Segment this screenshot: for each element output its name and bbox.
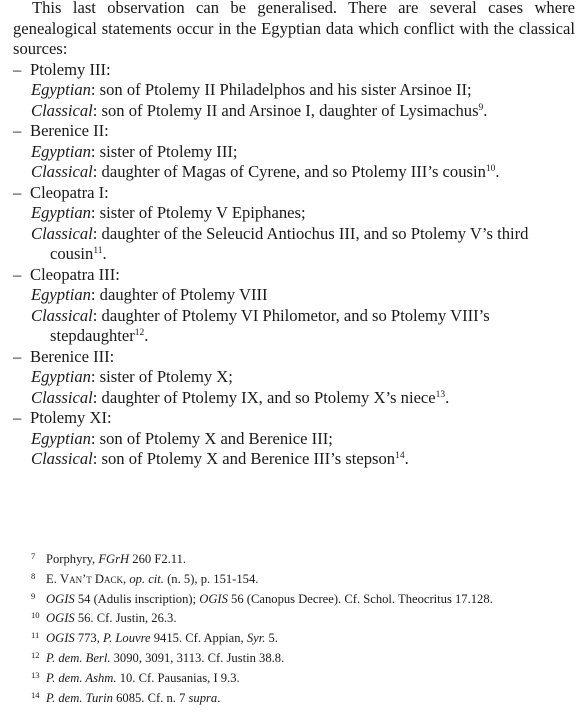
list-item	[13, 121, 575, 183]
egyptian-statement: Egyptian: son of Ptolemy II Philadelphos and his sister Arsinoe II;	[31, 80, 472, 99]
genealogy-list	[13, 60, 575, 470]
footnote-ref[interactable]: 10	[485, 164, 496, 174]
entry-name: – Cleopatra I:	[13, 182, 109, 202]
entry-name: – Ptolemy III:	[13, 59, 111, 79]
egyptian-statement: Egyptian: daughter of Ptolemy VIII	[31, 285, 268, 304]
classical-statement: Classical: daughter of the Seleucid Antiochus III, and so Ptolemy V’s third cousin$^{11}$.	[31, 223, 529, 263]
entry-name: – Berenice III:	[13, 346, 115, 366]
footnote: 13 P. dem. Ashm. 10. Cf. Pausanias, I 9.3.	[31, 669, 240, 685]
dash-bullet: –	[13, 182, 22, 202]
footnote-ref[interactable]: 14	[395, 451, 405, 461]
egyptian-statement: Egyptian: sister of Ptolemy III;	[31, 141, 238, 161]
list-item	[13, 265, 575, 347]
footnote: 14 P. dem. Turin 6085. Cf. n. 7 supra.	[31, 689, 221, 705]
footnote-ref[interactable]: 9	[478, 102, 484, 113]
footnote-ref[interactable]: 11	[93, 246, 103, 256]
entry-name: – Berenice II:	[13, 121, 109, 140]
egyptian-statement: Egyptian: son of Ptolemy X and Berenice III;	[31, 428, 333, 448]
classical-statement: Classical: son of Ptolemy II and Arsinoe I, daughter of Lysimachus$^9$.	[31, 100, 488, 120]
entry-name: – Cleopatra III:	[13, 264, 120, 284]
footnote: 11 OGIS 773, P. Louvre 9415. Cf. Appian, Syr. 5.	[31, 630, 278, 646]
intro-paragraph: This last observation can be generalised. There are several cases where genealogical statements occur in the Egyptian data which conflict with the classical sources:	[13, 0, 575, 58]
dash-bullet: –	[13, 59, 22, 79]
egyptian-statement: Egyptian: sister of Ptolemy X;	[31, 367, 233, 386]
footnotes	[13, 548, 575, 706]
footnote: 8 E. Van’t Dack, op. cit. (n. 5), p. 151-154.	[31, 570, 259, 586]
entry-name: – Ptolemy XI:	[13, 408, 112, 427]
classical-statement: Classical: daughter of Magas of Cyrene, and so Ptolemy III’s cousin$^{10}$.	[31, 162, 500, 181]
footnote: 10 OGIS 56. Cf. Justin, 26.3.	[31, 610, 177, 626]
classical-statement: Classical: son of Ptolemy X and Berenice III’s stepson$^{14}$.	[31, 449, 409, 468]
dash-bullet: –	[13, 408, 22, 427]
dash-bullet: –	[13, 264, 22, 284]
list-item	[13, 183, 575, 265]
classical-statement: Classical: daughter of Ptolemy IX, and so Ptolemy X’s niece$^{13}$.	[31, 387, 450, 407]
dash-bullet: –	[13, 346, 22, 366]
footnote: 12 P. dem. Berl. 3090, 3091, 3113. Cf. Justin 38.8.	[31, 649, 285, 665]
list-item	[13, 60, 575, 122]
egyptian-statement: Egyptian: sister of Ptolemy V Epiphanes;	[31, 203, 306, 222]
footnote-ref[interactable]: 12	[134, 328, 145, 338]
footnote: 7 Porphyry, FGrH 260 F2.11.	[31, 551, 187, 566]
classical-statement: Classical: daughter of Ptolemy VI Philometor, and so Ptolemy VIII’s stepdaughter$^{12}$.	[31, 305, 490, 345]
dash-bullet: –	[13, 121, 22, 140]
footnote: 9 OGIS 54 (Adulis inscription); OGIS 56 (Canopus Decree). Cf. Schol. Theocritus 17.128.	[31, 590, 493, 606]
list-item	[13, 347, 575, 409]
main-text	[13, 0, 575, 470]
list-item	[13, 408, 575, 470]
footnote-ref[interactable]: 13	[435, 389, 446, 400]
